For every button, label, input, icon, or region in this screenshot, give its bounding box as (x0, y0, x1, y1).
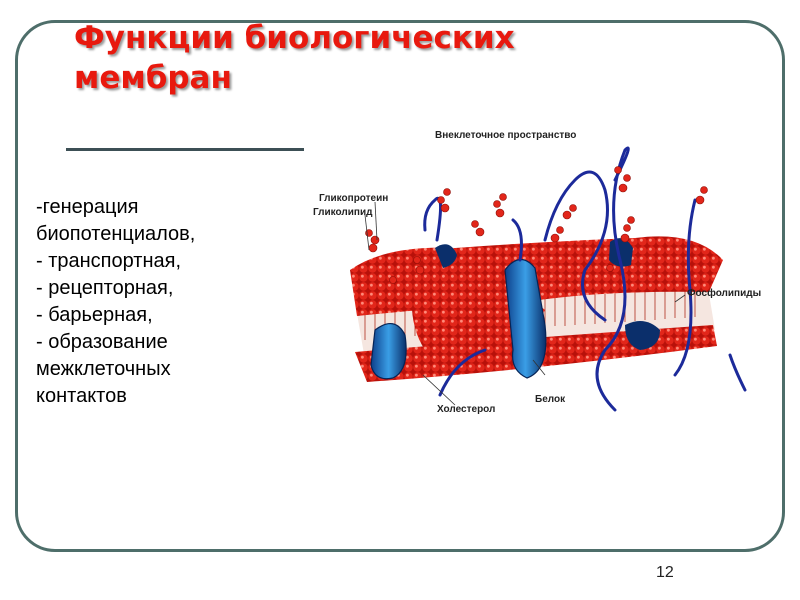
page-number: 12 (656, 564, 674, 581)
label-protein: Белок (535, 394, 566, 405)
functions-line: контактов (36, 385, 127, 407)
functions-line: -генерация (36, 196, 139, 218)
functions-line: - транспортная, (36, 250, 182, 272)
title-line-1: Функции биологических (74, 20, 515, 56)
label-extracellular: Внеклеточное пространство (435, 130, 577, 141)
functions-line: - рецепторная, (36, 277, 174, 299)
functions-line: межклеточных (36, 358, 171, 380)
slide-title (74, 18, 614, 98)
label-cholesterol: Холестерол (437, 404, 496, 415)
functions-list (36, 194, 306, 410)
label-glycoprotein: Гликопротеин (319, 193, 389, 204)
functions-line: - образование (36, 331, 168, 353)
label-glycolipid: Гликолипид (313, 207, 373, 218)
title-line-2: мембран (74, 60, 232, 96)
membrane-diagram (305, 120, 785, 420)
membrane-illustration (305, 120, 785, 420)
functions-line: биопотенциалов, (36, 223, 196, 245)
title-underline (66, 148, 304, 151)
functions-line: - барьерная, (36, 304, 153, 326)
label-phospholipids: Фосфолипиды (687, 288, 762, 299)
